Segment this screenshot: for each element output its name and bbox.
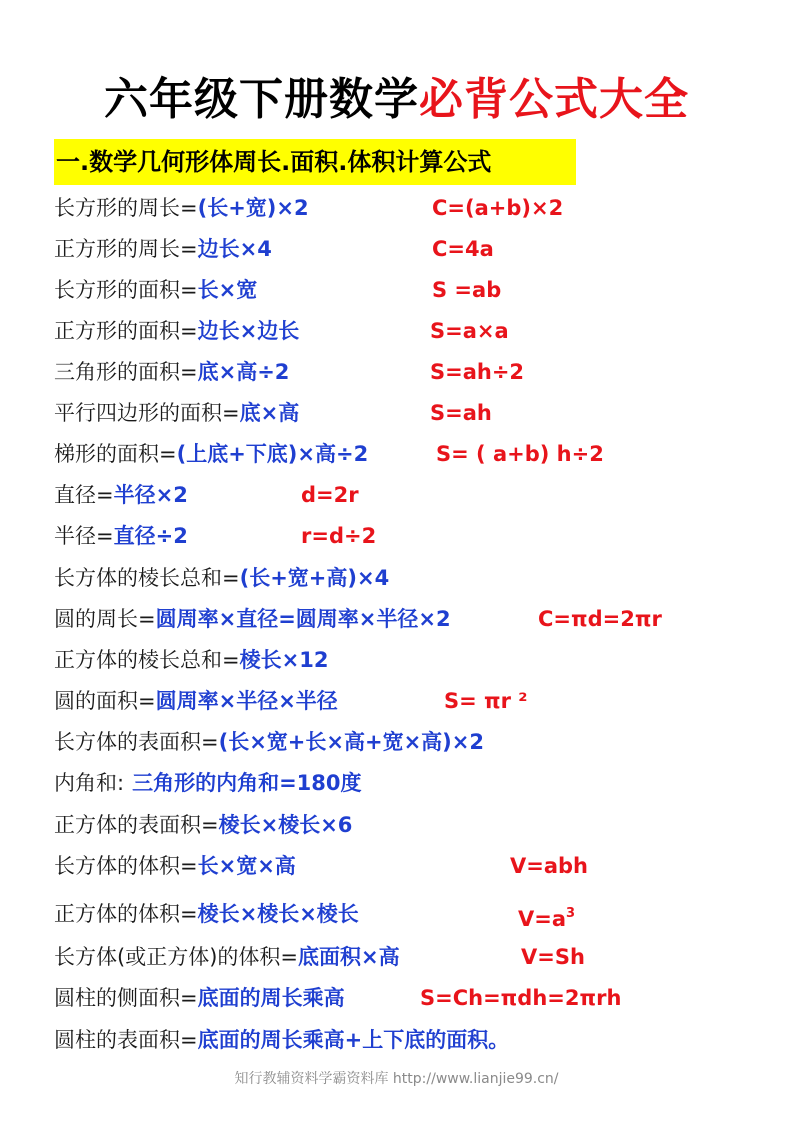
formula-row (54, 725, 484, 759)
formula-row (54, 766, 362, 800)
row-label: 长方体的表面积= (54, 730, 219, 754)
row-label: 圆柱的侧面积= (54, 986, 198, 1010)
row-value: 底面积×高 (297, 945, 400, 969)
row-formula: S=ah÷2 (430, 360, 525, 384)
row-formula: S= ( a+b) h÷2 (436, 442, 604, 466)
formula-row (54, 437, 368, 471)
row-formula: S= πr ² (444, 689, 528, 713)
formula-row (54, 808, 352, 842)
row-value: 底面的周长乘高 (197, 986, 345, 1010)
row-label: 长方形的周长= (54, 196, 198, 220)
row-value: (长×宽+长×高+宽×高)×2 (218, 730, 484, 754)
row-label: 平行四边形的面积= (54, 401, 240, 425)
row-formula: C=4a (432, 237, 494, 261)
formula-row (54, 191, 309, 225)
formula-row (54, 519, 188, 553)
row-label: 梯形的面积= (54, 442, 177, 466)
row-label: 内角和: (54, 771, 125, 795)
row-label: 正方体的表面积= (54, 813, 219, 837)
footer-watermark: 知行教辅资料学霸资料库 http://www.lianjie99.cn/ (234, 1071, 559, 1087)
row-value: (上底+下底)×高÷2 (176, 442, 369, 466)
row-formula: S=a×a (430, 319, 509, 343)
row-label: 长方体的棱长总和= (54, 566, 240, 590)
title-part-red: 必背公式大全 (419, 74, 689, 125)
row-label: 长方体(或正方体)的体积= (54, 945, 298, 969)
formula-row (54, 478, 188, 512)
formula-row (54, 232, 272, 266)
row-value: 长×宽 (197, 278, 258, 302)
row-value: 棱长×棱长×棱长 (197, 902, 359, 926)
row-value: 圆周率×半径×半径 (155, 689, 338, 713)
row-label: 半径= (54, 524, 114, 548)
row-formula: V=abh (510, 854, 589, 878)
row-label: 正方形的面积= (54, 319, 198, 343)
row-label: 圆柱的表面积= (54, 1028, 198, 1052)
row-label: 长方形的面积= (54, 278, 198, 302)
section-heading: 一.数学几何形体周长.面积.体积计算公式 (54, 139, 576, 185)
row-formula: C=πd=2πr (538, 607, 662, 631)
title-part-black: 六年级下册数学 (104, 74, 419, 125)
row-value: 圆周率×直径=圆周率×半径×2 (155, 607, 451, 631)
row-label: 直径= (54, 483, 114, 507)
row-value: 长×宽×高 (197, 854, 296, 878)
formula-row (54, 849, 296, 883)
formula-row (54, 1023, 509, 1057)
formula-row (54, 684, 338, 718)
formula-row (54, 643, 328, 677)
formula-row (54, 355, 289, 389)
row-formula: d=2r (301, 483, 359, 507)
row-value: 直径÷2 (113, 524, 188, 548)
row-formula: S=Ch=πdh=2πrh (420, 986, 622, 1010)
row-label: 正方形的周长= (54, 237, 198, 261)
row-value: (长+宽+高)×4 (239, 566, 390, 590)
formula-row (54, 602, 451, 636)
row-value: (长+宽)×2 (197, 196, 309, 220)
formula-row (54, 561, 389, 595)
row-label: 圆的面积= (54, 689, 156, 713)
formula-row (54, 314, 299, 348)
row-value: 边长×边长 (197, 319, 300, 343)
row-value: 棱长×棱长×6 (218, 813, 353, 837)
row-label: 长方体的体积= (54, 854, 198, 878)
formula-exponent: 3 (566, 906, 576, 921)
formula-row (54, 396, 299, 430)
row-value: 三角形的内角和=180度 (132, 771, 362, 795)
row-formula: S=ah (430, 401, 492, 425)
row-formula (518, 897, 575, 936)
row-formula: V=Sh (521, 945, 585, 969)
row-value: 边长×4 (197, 237, 272, 261)
row-value: 底×高÷2 (197, 360, 290, 384)
row-value: 底面的周长乘高+上下底的面积。 (197, 1028, 510, 1052)
row-formula: S =ab (432, 278, 502, 302)
row-formula: C=(a+b)×2 (432, 196, 564, 220)
row-label: 正方体的体积= (54, 902, 198, 926)
formula-row (54, 981, 345, 1015)
row-value: 半径×2 (113, 483, 188, 507)
row-value: 棱长×12 (239, 648, 329, 672)
row-value: 底×高 (239, 401, 300, 425)
formula-text: V=a (518, 907, 567, 931)
row-formula: r=d÷2 (301, 524, 377, 548)
page-title (0, 70, 793, 130)
row-label: 圆的周长= (54, 607, 156, 631)
formula-row (54, 940, 400, 974)
formula-row (54, 273, 257, 307)
formula-row (54, 897, 359, 931)
row-label: 正方体的棱长总和= (54, 648, 240, 672)
row-label: 三角形的面积= (54, 360, 198, 384)
